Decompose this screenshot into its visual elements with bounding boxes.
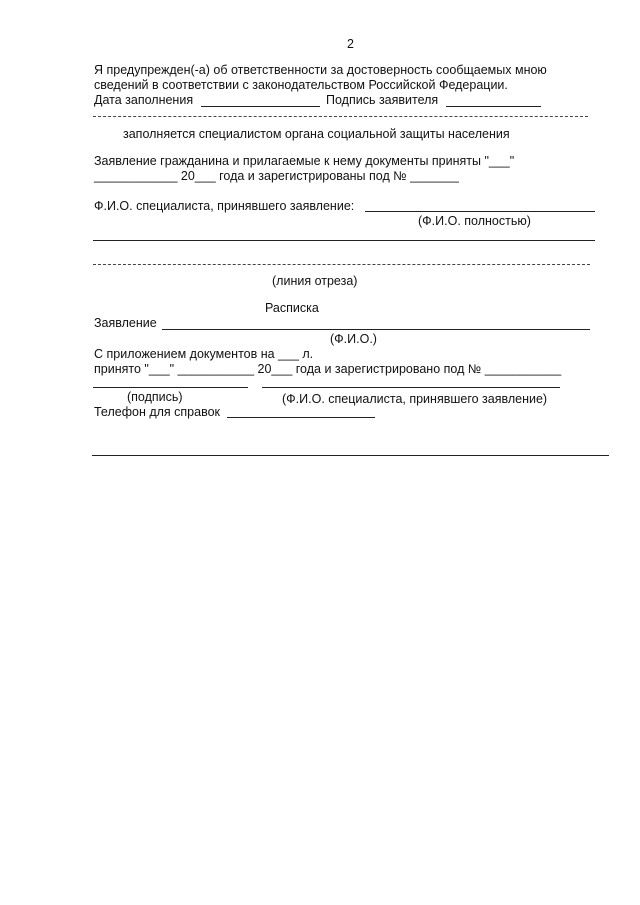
warning-line-1: Я предупрежден(-а) об ответственности за достоверность сообщаемых мною (94, 63, 547, 77)
receipt-accepted-line: принято "___" ___________ 20___ года и зарегистрировано под № ___________ (94, 362, 562, 376)
specialist-fio-label: Ф.И.О. специалиста, принявшего заявление: (94, 199, 355, 213)
receipt-specialist-hint: (Ф.И.О. специалиста, принявшего заявление) (282, 392, 548, 406)
accepted-line-1: Заявление гражданина и прилагаемые к нему документы приняты "___" (94, 154, 515, 168)
date-fill-line (201, 106, 320, 107)
page-number: 2 (347, 37, 354, 51)
date-label: Дата заполнения (94, 93, 194, 107)
receipt-signature-hint: (подпись) (127, 390, 183, 404)
bottom-rule (92, 455, 609, 456)
receipt-phone-fill-line (227, 417, 375, 418)
receipt-signature-fill-line (93, 387, 248, 388)
signature-label: Подпись заявителя (326, 93, 439, 107)
specialist-fio-fill-line-2 (93, 240, 595, 241)
receipt-application-label: Заявление (94, 316, 157, 330)
receipt-applicant-fill-line (162, 329, 590, 330)
receipt-attachments-line: С приложением документов на ___ л. (94, 347, 314, 361)
specialist-fio-hint: (Ф.И.О. полностью) (418, 214, 531, 228)
receipt-fio-hint: (Ф.И.О.) (330, 332, 377, 346)
separator-dashed-top (93, 116, 588, 117)
cut-line (93, 264, 590, 265)
specialist-section-header: заполняется специалистом органа социальной защиты населения (123, 127, 510, 141)
signature-fill-line (446, 106, 541, 107)
cut-line-label: (линия отреза) (272, 274, 358, 288)
receipt-title: Расписка (265, 301, 319, 315)
accepted-line-2: ____________ 20___ года и зарегистрированы под № _______ (94, 169, 459, 183)
receipt-specialist-fill-line (262, 387, 560, 388)
warning-line-2: сведений в соответствии с законодательством Российской Федерации. (94, 78, 508, 92)
specialist-fio-fill-line (365, 211, 595, 212)
receipt-phone-label: Телефон для справок (94, 405, 221, 419)
